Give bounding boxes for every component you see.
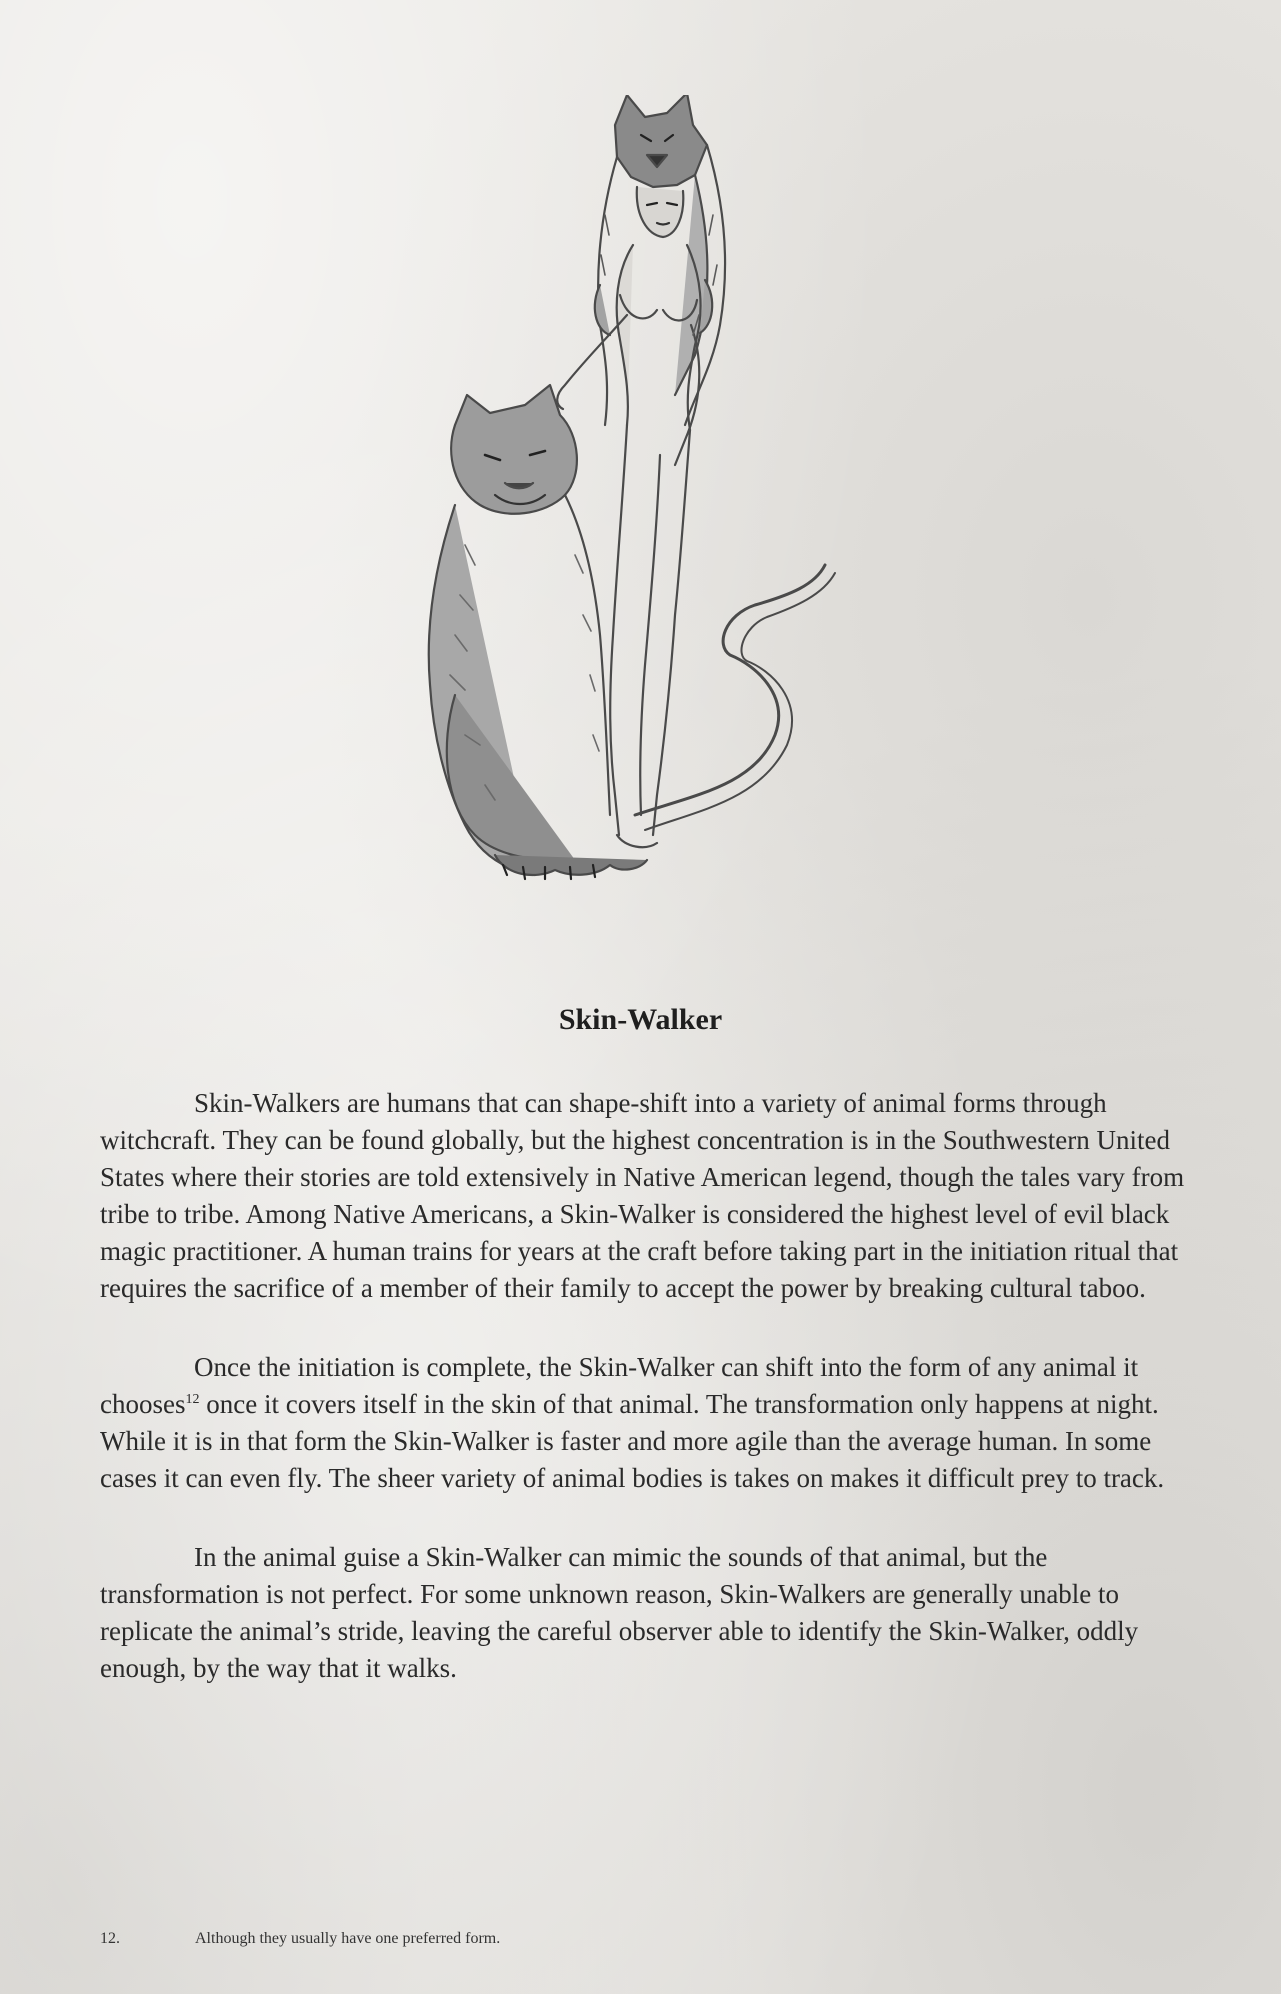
paragraph-1: Skin-Walkers are humans that can shape-shift into a variety of animal forms through witchcraft. They can be found globally, but the highest concentration is in the Southwestern United States where their stories are told extensively in Native American legend, though the tales vary from tribe to tribe. Among Native Americans, a Skin-Walker is considered the highest level of evil black magic practitioner. A human trains for years at the craft before taking part in the initiation ritual that requires the sacrifice of a member of their family to accept the power by breaking cultural taboo. xyxy=(100,1088,1185,1303)
body-text xyxy=(100,1085,1200,1729)
paragraph-2-before: Once the initiation is complete, the Skin-Walker can shift into the form of any animal it chooses xyxy=(100,1352,1139,1419)
paragraph-3: In the animal guise a Skin-Walker can mimic the sounds of that animal, but the transformation is not perfect. For some unknown reason, Skin-Walkers are generally unable to replicate the animal’s stride, leaving the careful observer able to identify the Skin-Walker, oddly enough, by the way that it walks. xyxy=(100,1542,1139,1683)
skin-walker-illustration xyxy=(395,95,875,975)
footnote-number: 12. xyxy=(100,1930,120,1947)
paragraph-2 xyxy=(100,1349,1200,1497)
footnote-text: Although they usually have one preferred form. xyxy=(195,1930,501,1947)
illustration-caption: Skin-Walker xyxy=(558,1003,723,1036)
illustration-drawing xyxy=(395,95,875,975)
paragraph-2-after: once it covers itself in the skin of that animal. The transformation only happens at night. While it is in that form the Skin-Walker is faster and more agile than the average human. In some cases it can even fly. The sheer variety of animal bodies is takes on makes it difficult prey to track. xyxy=(100,1389,1165,1493)
footnote-reference: 12 xyxy=(185,1392,200,1407)
footnote xyxy=(100,1930,500,1948)
